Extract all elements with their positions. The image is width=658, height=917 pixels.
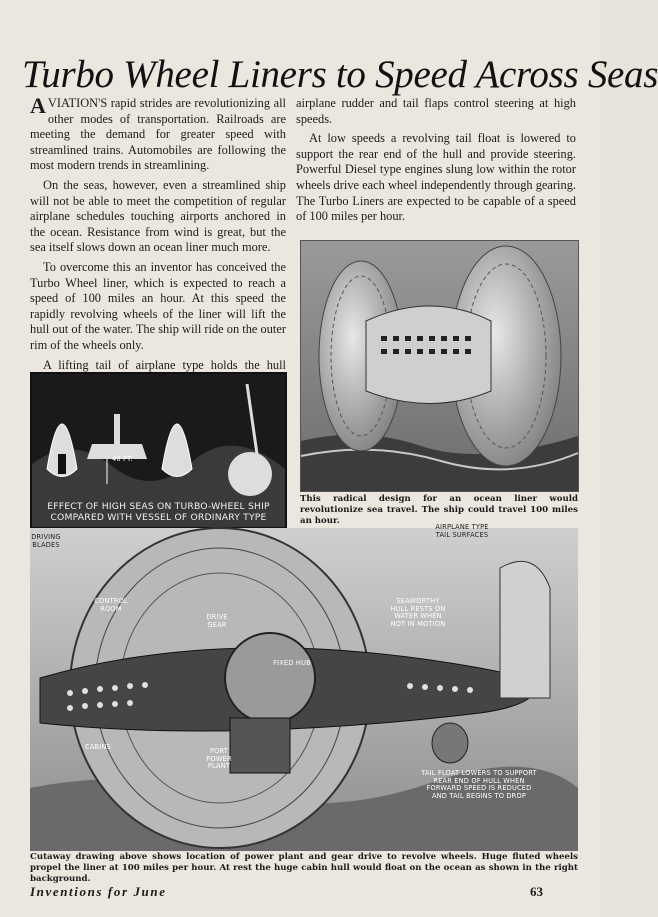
label-tail-surfaces: AIRPLANE TYPE TAIL SURFACES bbox=[435, 523, 489, 539]
article-column-1 bbox=[30, 93, 286, 393]
label-cabins: CABINS bbox=[85, 743, 111, 751]
diagram-caption: EFFECT OF HIGH SEAS ON TURBO-WHEEL SHIP COMPARED WITH VESSEL OF ORDINARY TYPE bbox=[47, 501, 270, 523]
paragraph-1: AVIATION'S rapid strides are revolutionizing all other modes of transportation. Railroads are meeting the demand for greater speed with streamlined trains. Automobiles are following the most modern trends in streamlining. bbox=[30, 93, 286, 173]
illustration-caption: Cutaway drawing above shows location of power plant and gear drive to revolve wheels. Huge fluted wheels propel the liner at 100 miles per hour. At rest the huge cabin hull would float on the ocean as shown in the right background. bbox=[30, 852, 578, 884]
comparison-diagram bbox=[30, 372, 287, 529]
label-power-plant: PORT POWER PLANT bbox=[206, 747, 232, 771]
cutaway-illustration-art bbox=[30, 528, 578, 851]
paragraph-2: On the seas, however, even a streamlined ship will not be able to meet the competition of regular airplane schedules touching airports anchored in the ocean. Resistance from wind is great, but the sea itself slows down an ocean liner much more. bbox=[30, 177, 286, 255]
label-tail-float: TAIL FLOAT LOWERS TO SUPPORT REAR END OF HULL WHEN FORWARD SPEED IS REDUCED AND TAIL BEGINS TO DROP bbox=[421, 769, 537, 800]
paragraph-4: A lifting tail of airplane type holds the hull bbox=[43, 357, 286, 372]
turbo-wheel-photo bbox=[300, 240, 579, 492]
photo-caption: This radical design for an ocean liner would revolutionize sea travel. The ship could travel 100 miles an hour. bbox=[300, 494, 578, 526]
label-fixed-hub: FIXED HUB bbox=[273, 659, 311, 667]
magazine-footer: Inventions for June bbox=[30, 884, 167, 899]
paragraph-3: To overcome this an inventor has conceived the Turbo Wheel liner, which is expected to reach a speed of 100 miles an hour. At this speed the rapidly revolving wheels of the liner will lift the hull out of the water. The ship will ride on the outer rim of the wheels only. bbox=[30, 259, 286, 352]
label-control-room: CONTROL ROOM bbox=[94, 597, 128, 613]
paragraph-6: At low speeds a revolving tail float is lowered to support the rear end of the hull and provide steering. Powerful Diesel type engines slung low within the rotor wheels drive each wheel independently through gearing. The Turbo Liners are expected to be capable of a speed of 100 miles per hour. bbox=[296, 131, 576, 224]
page-number: 63 bbox=[530, 884, 543, 899]
paragraph-5: airplane rudder and tail flaps control steering at high speeds. bbox=[296, 96, 576, 126]
label-drive-gear: DRIVE GEAR bbox=[206, 613, 228, 629]
turbo-wheel-photo-art bbox=[301, 241, 578, 491]
cutaway-illustration bbox=[30, 523, 578, 851]
label-seaworthy-hull: SEAWORTHY HULL RESTS ON WATER WHEN NOT IN MOTION bbox=[390, 597, 446, 628]
label-driving-blades: DRIVING BLADES bbox=[31, 533, 61, 549]
dimension-label: 40 FT. bbox=[112, 455, 133, 463]
article-column-2 bbox=[296, 96, 576, 229]
headline: Turbo Wheel Liners to Speed Across Seas bbox=[22, 53, 658, 96]
drop-cap: A bbox=[30, 93, 46, 118]
